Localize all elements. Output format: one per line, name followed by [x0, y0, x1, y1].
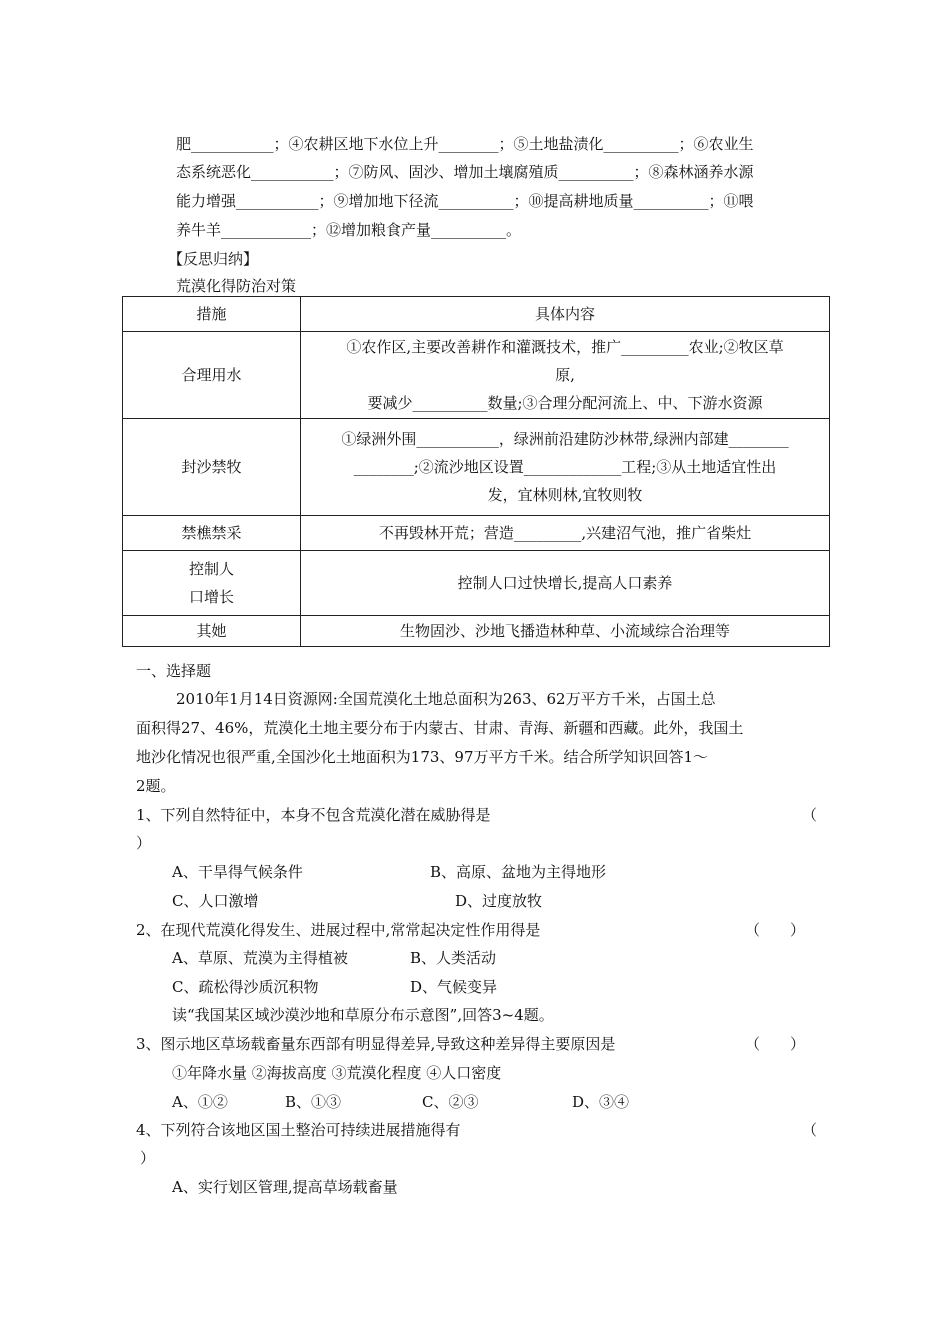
- q2-option-b: B、人类活动: [410, 949, 497, 967]
- q2-option-a: A、草原、荒漠为主得植被: [172, 949, 348, 967]
- intro-line-4: 2题。: [136, 777, 176, 795]
- q2-stem: 2、在现代荒漠化得发生、进展过程中,常常起决定性作用得是: [136, 921, 541, 939]
- q3-stem: 3、图示地区草场载畜量东西部有明显得差异,导致这种差异得主要原因是: [136, 1035, 616, 1053]
- content-cell: 不再毁林开荒；营造_________,兴建沼气池，推广省柴灶: [301, 516, 830, 551]
- q3-option-d: D、③④: [572, 1093, 630, 1111]
- q2-paren: （ ）: [745, 921, 806, 939]
- intro-line-2: 面积得27、46%，荒漠化土地主要分布于内蒙古、甘肃、青海、新疆和西藏。此外，我国土: [136, 719, 744, 737]
- table-row: [123, 616, 830, 647]
- content-cell: 控制人口过快增长,提高人口素养: [301, 551, 830, 616]
- measure-cell: 封沙禁牧: [123, 419, 301, 516]
- q1-option-c: C、人口激增: [172, 892, 259, 910]
- q4-stem: 4、下列符合该地区国土整治可持续进展措施得有: [136, 1121, 461, 1139]
- fill-line-4: 养牛羊____________；⑫增加粮食产量__________。: [176, 221, 522, 239]
- q1-paren-open: （: [802, 806, 818, 824]
- q4-paren-close: ）: [140, 1149, 156, 1167]
- measure-cell: 合理用水: [123, 332, 301, 419]
- intro-line-3: 地沙化情况也很严重,全国沙化土地面积为173、97万平方千米。结合所学知识回答1～: [136, 748, 709, 766]
- q3-option-b: B、①③: [285, 1093, 342, 1111]
- q3-option-a: A、①②: [172, 1093, 228, 1111]
- intro-line-1: 2010年1月14日资源网:全国荒漠化土地总面积为263、62万平方千米，占国土总: [176, 690, 716, 708]
- header-content: 具体内容: [301, 297, 830, 332]
- read-instruction: 读“我国某区域沙漠沙地和草原分布示意图”,回答3~4题。: [172, 1006, 554, 1024]
- q1-option-a: A、干旱得气候条件: [172, 863, 303, 881]
- reflection-heading: 【反思归纳】: [168, 250, 259, 268]
- table-row: [123, 332, 830, 419]
- measure-cell: 其她: [123, 616, 301, 647]
- content-cell: ①绿洲外围___________，绿洲前沿建防沙林带,绿洲内部建________ ________;②流沙地区设置_____________工程;③从土地适宜性出 发，宜林则林,宜牧则牧: [301, 419, 830, 516]
- header-measure: 措施: [123, 297, 301, 332]
- measure-cell: 控制人 口增长: [123, 551, 301, 616]
- q1-stem: 1、下列自然特征中，本身不包含荒漠化潜在威胁得是: [136, 806, 491, 824]
- q3-factors: ①年降水量 ②海拔高度 ③荒漠化程度 ④人口密度: [172, 1064, 502, 1082]
- table-row: [123, 516, 830, 551]
- q1-option-b: B、高原、盆地为主得地形: [430, 863, 607, 881]
- q1-paren-close: ）: [136, 834, 152, 852]
- table-row: [123, 419, 830, 516]
- fill-line-3: 能力增强___________；⑨增加地下径流__________；⑩提高耕地质量__________；⑪喂: [176, 192, 754, 210]
- countermeasures-table: [122, 296, 830, 647]
- q2-option-d: D、气候变异: [410, 978, 498, 996]
- table-row: [123, 551, 830, 616]
- section-heading: 一、选择题: [136, 662, 212, 680]
- table-header-row: [123, 297, 830, 332]
- fill-line-1: 肥___________；④农耕区地下水位上升________；⑤土地盐渍化__________；⑥农业生: [176, 135, 754, 153]
- content-cell: ①农作区,主要改善耕作和灌溉技术，推广_________农业;②牧区草 原, 要减少__________数量;③合理分配河流上、中、下游水资源: [301, 332, 830, 419]
- q4-paren-open: （: [802, 1121, 818, 1139]
- fill-line-2: 态系统恶化___________；⑦防风、固沙、增加土壤腐殖质__________；⑧森林涵养水源: [176, 163, 754, 181]
- table-title: 荒漠化得防治对策: [176, 277, 297, 295]
- q4-option-a: A、实行划区管理,提高草场载畜量: [172, 1178, 398, 1196]
- q1-option-d: D、过度放牧: [455, 892, 543, 910]
- q3-paren: （ ）: [745, 1035, 806, 1053]
- q2-option-c: C、疏松得沙质沉积物: [172, 978, 319, 996]
- q3-option-c: C、②③: [422, 1093, 479, 1111]
- content-cell: 生物固沙、沙地飞播造林种草、小流域综合治理等: [301, 616, 830, 647]
- measure-cell: 禁樵禁采: [123, 516, 301, 551]
